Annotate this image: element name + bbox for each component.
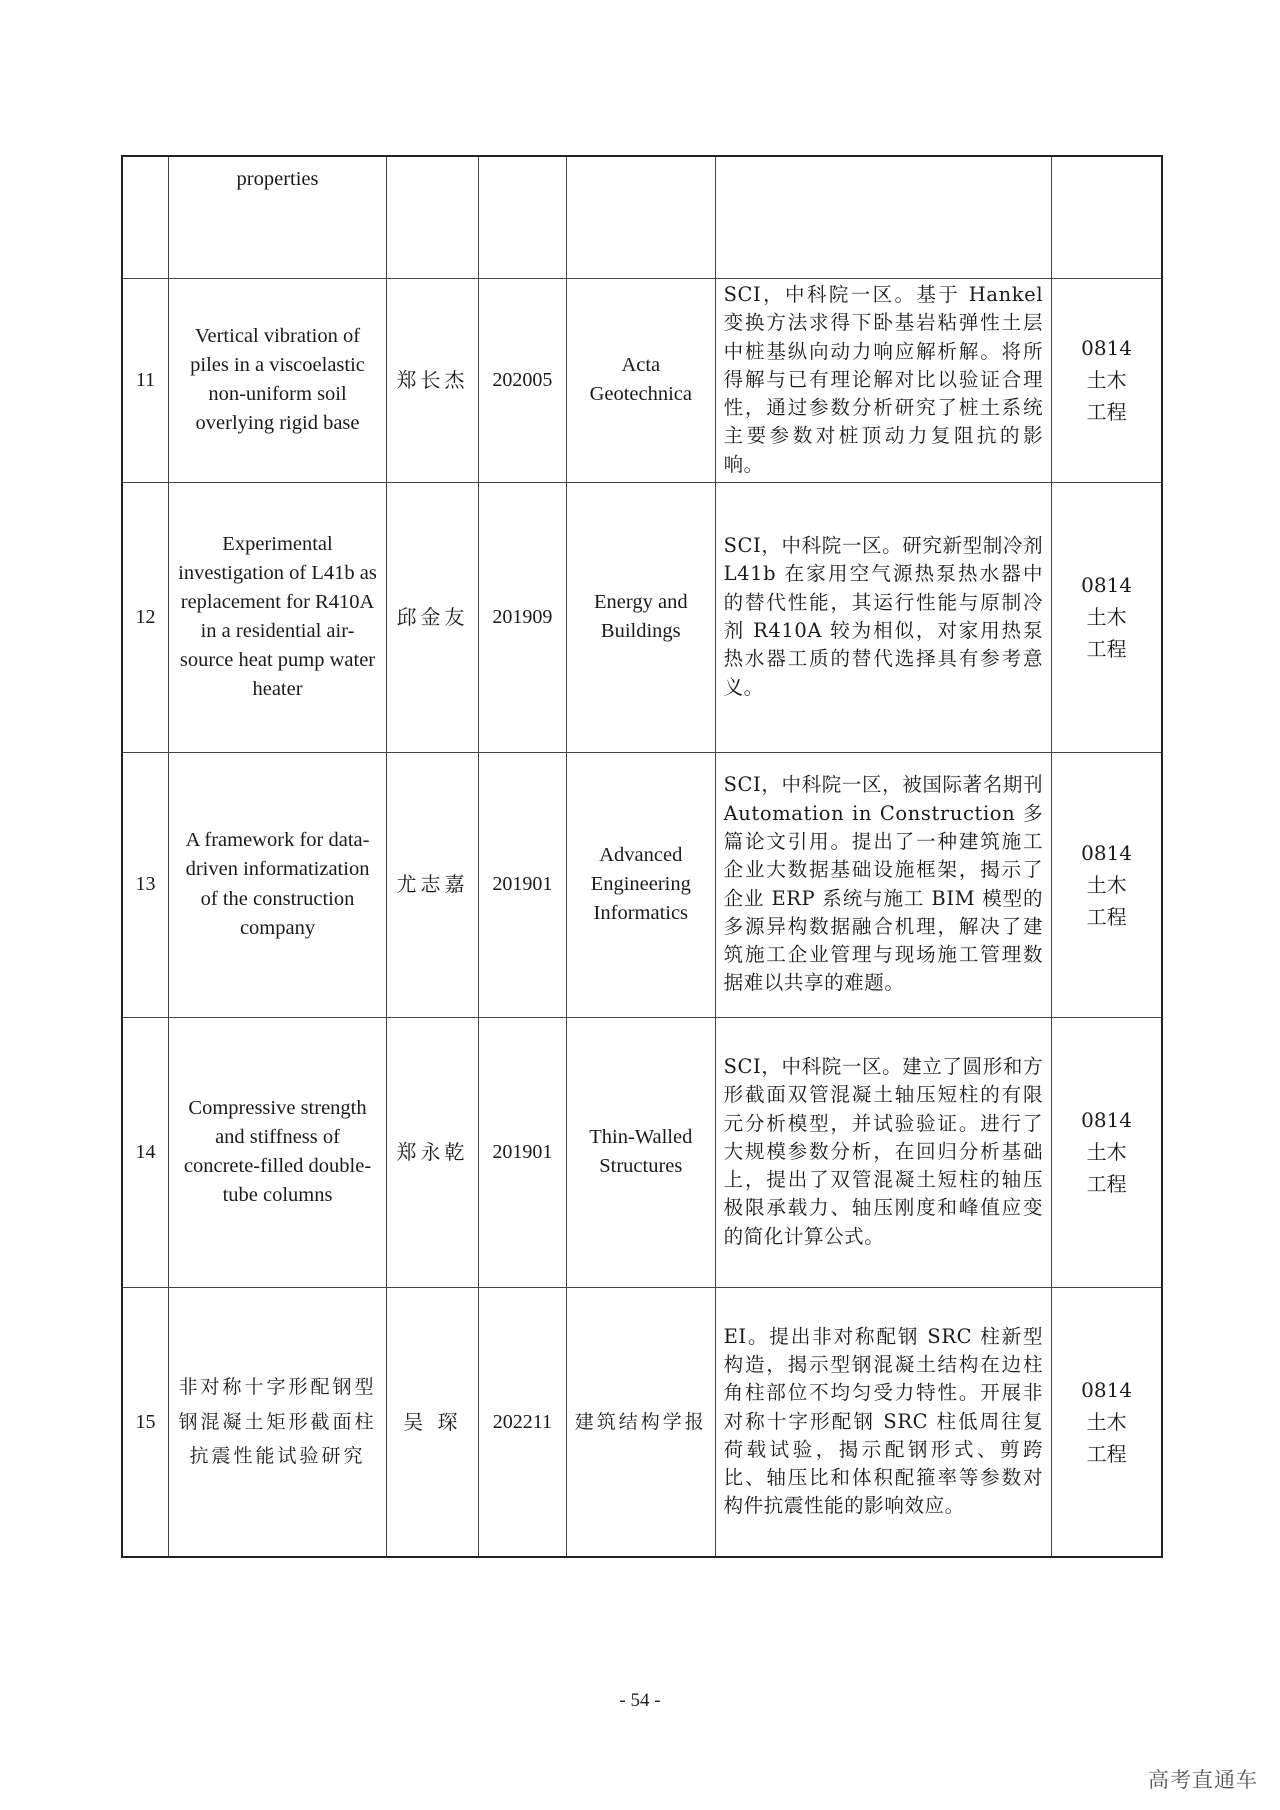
publish-date [478,156,566,278]
subject-line: 0814 [1081,840,1133,865]
subject-code [1052,482,1162,752]
watermark-text: 高考直通车 [1148,1768,1258,1792]
row-number: 15 [122,1287,168,1557]
subject-code [1052,1287,1162,1557]
subject-line: 0814 [1081,336,1133,360]
journal: Thin-Walled Structures [567,1017,716,1287]
row-number [122,156,168,278]
description: SCI，中科院一区。基于 Hankel 变换方法求得下卧基岩粘弹性土层中桩基纵向动力响应解析解。将所得解与已有理论解对比以验证合理性，通过参数分析研究了桩土系统主要参数对桩顶动力复阻抗的影响。 [715,278,1052,482]
table-row [122,1287,1162,1557]
author: 邱金友 [387,482,479,752]
row-number: 12 [122,482,168,752]
publish-date: 201909 [478,482,566,752]
paper-title: Vertical vibration of piles in a viscoelastic non-uniform soil overlying rigid base [168,278,386,482]
author: 郑永乾 [387,1017,479,1287]
subject-line: 土木 [1086,1409,1127,1434]
publications-table [121,155,1163,1558]
journal: 建筑结构学报 [567,1287,716,1557]
subject-line: 工程 [1086,1172,1127,1196]
subject-code [1052,1017,1162,1287]
subject-code [1052,278,1162,482]
description [715,156,1052,278]
table-row [122,278,1162,482]
subject-line: 工程 [1086,1441,1127,1466]
paper-title: Compressive strength and stiffness of concrete-filled double-tube columns [168,1017,386,1287]
subject-line: 工程 [1086,637,1127,661]
journal: Energy and Buildings [567,482,716,752]
publish-date: 202211 [478,1287,566,1557]
journal: Acta Geotechnica [567,278,716,482]
subject-line: 土木 [1086,1140,1127,1164]
subject-code [1052,752,1162,1017]
subject-line: 0814 [1081,1377,1133,1402]
paper-title: A framework for data-driven informatization of the construction company [168,752,386,1017]
subject-line: 工程 [1086,400,1127,424]
description: SCI，中科院一区，被国际著名期刊 Automation in Construction 多篇论文引用。提出了一种建筑施工企业大数据基础设施框架，揭示了企业 ERP 系统与施工 BIM 模型的多源异构数据融合机理，解决了建筑施工企业管理与现场施工管理数据难以共享的难题。 [715,752,1052,1017]
subject-line: 0814 [1081,1108,1133,1132]
journal [567,156,716,278]
row-number: 14 [122,1017,168,1287]
publish-date: 201901 [478,752,566,1017]
author: 吴 琛 [387,1287,479,1557]
publish-date: 202005 [478,278,566,482]
table-row [122,1017,1162,1287]
subject-line: 土木 [1086,368,1127,392]
table-row [122,156,1162,278]
subject-code [1052,156,1162,278]
author [387,156,479,278]
publish-date: 201901 [478,1017,566,1287]
author: 尤志嘉 [387,752,479,1017]
row-number: 11 [122,278,168,482]
description: SCI，中科院一区。建立了圆形和方形截面双管混凝土轴压短柱的有限元分析模型，并试验验证。进行了大规模参数分析，在回归分析基础上，提出了双管混凝土短柱的轴压极限承载力、轴压刚度和峰值应变的简化计算公式。 [715,1017,1052,1287]
author: 郑长杰 [387,278,479,482]
paper-title: Experimental investigation of L41b as replacement for R410A in a residential air-source heat pump water heater [168,482,386,752]
table-row [122,482,1162,752]
subject-line: 土木 [1086,605,1127,629]
subject-line: 工程 [1086,904,1127,929]
row-number: 13 [122,752,168,1017]
description: EI。提出非对称配钢 SRC 柱新型构造，揭示型钢混凝土结构在边柱角柱部位不均匀受力特性。开展非对称十字形配钢 SRC 柱低周往复荷载试验，揭示配钢形式、剪跨比、轴压比和体积配箍率等参数对构件抗震性能的影响效应。 [715,1287,1052,1557]
paper-title: 非对称十字形配钢型钢混凝土矩形截面柱抗震性能试验研究 [168,1287,386,1557]
subject-line: 土木 [1086,872,1127,897]
subject-line: 0814 [1081,573,1133,597]
journal: Advanced Engineering Informatics [567,752,716,1017]
description: SCI，中科院一区。研究新型制冷剂 L41b 在家用空气源热泵热水器中的替代性能，其运行性能与原制冷剂 R410A 较为相似，对家用热泵热水器工质的替代选择具有参考意义。 [715,482,1052,752]
table-row [122,752,1162,1017]
paper-title: properties [168,156,386,278]
page-number: - 54 - [619,1690,661,1711]
